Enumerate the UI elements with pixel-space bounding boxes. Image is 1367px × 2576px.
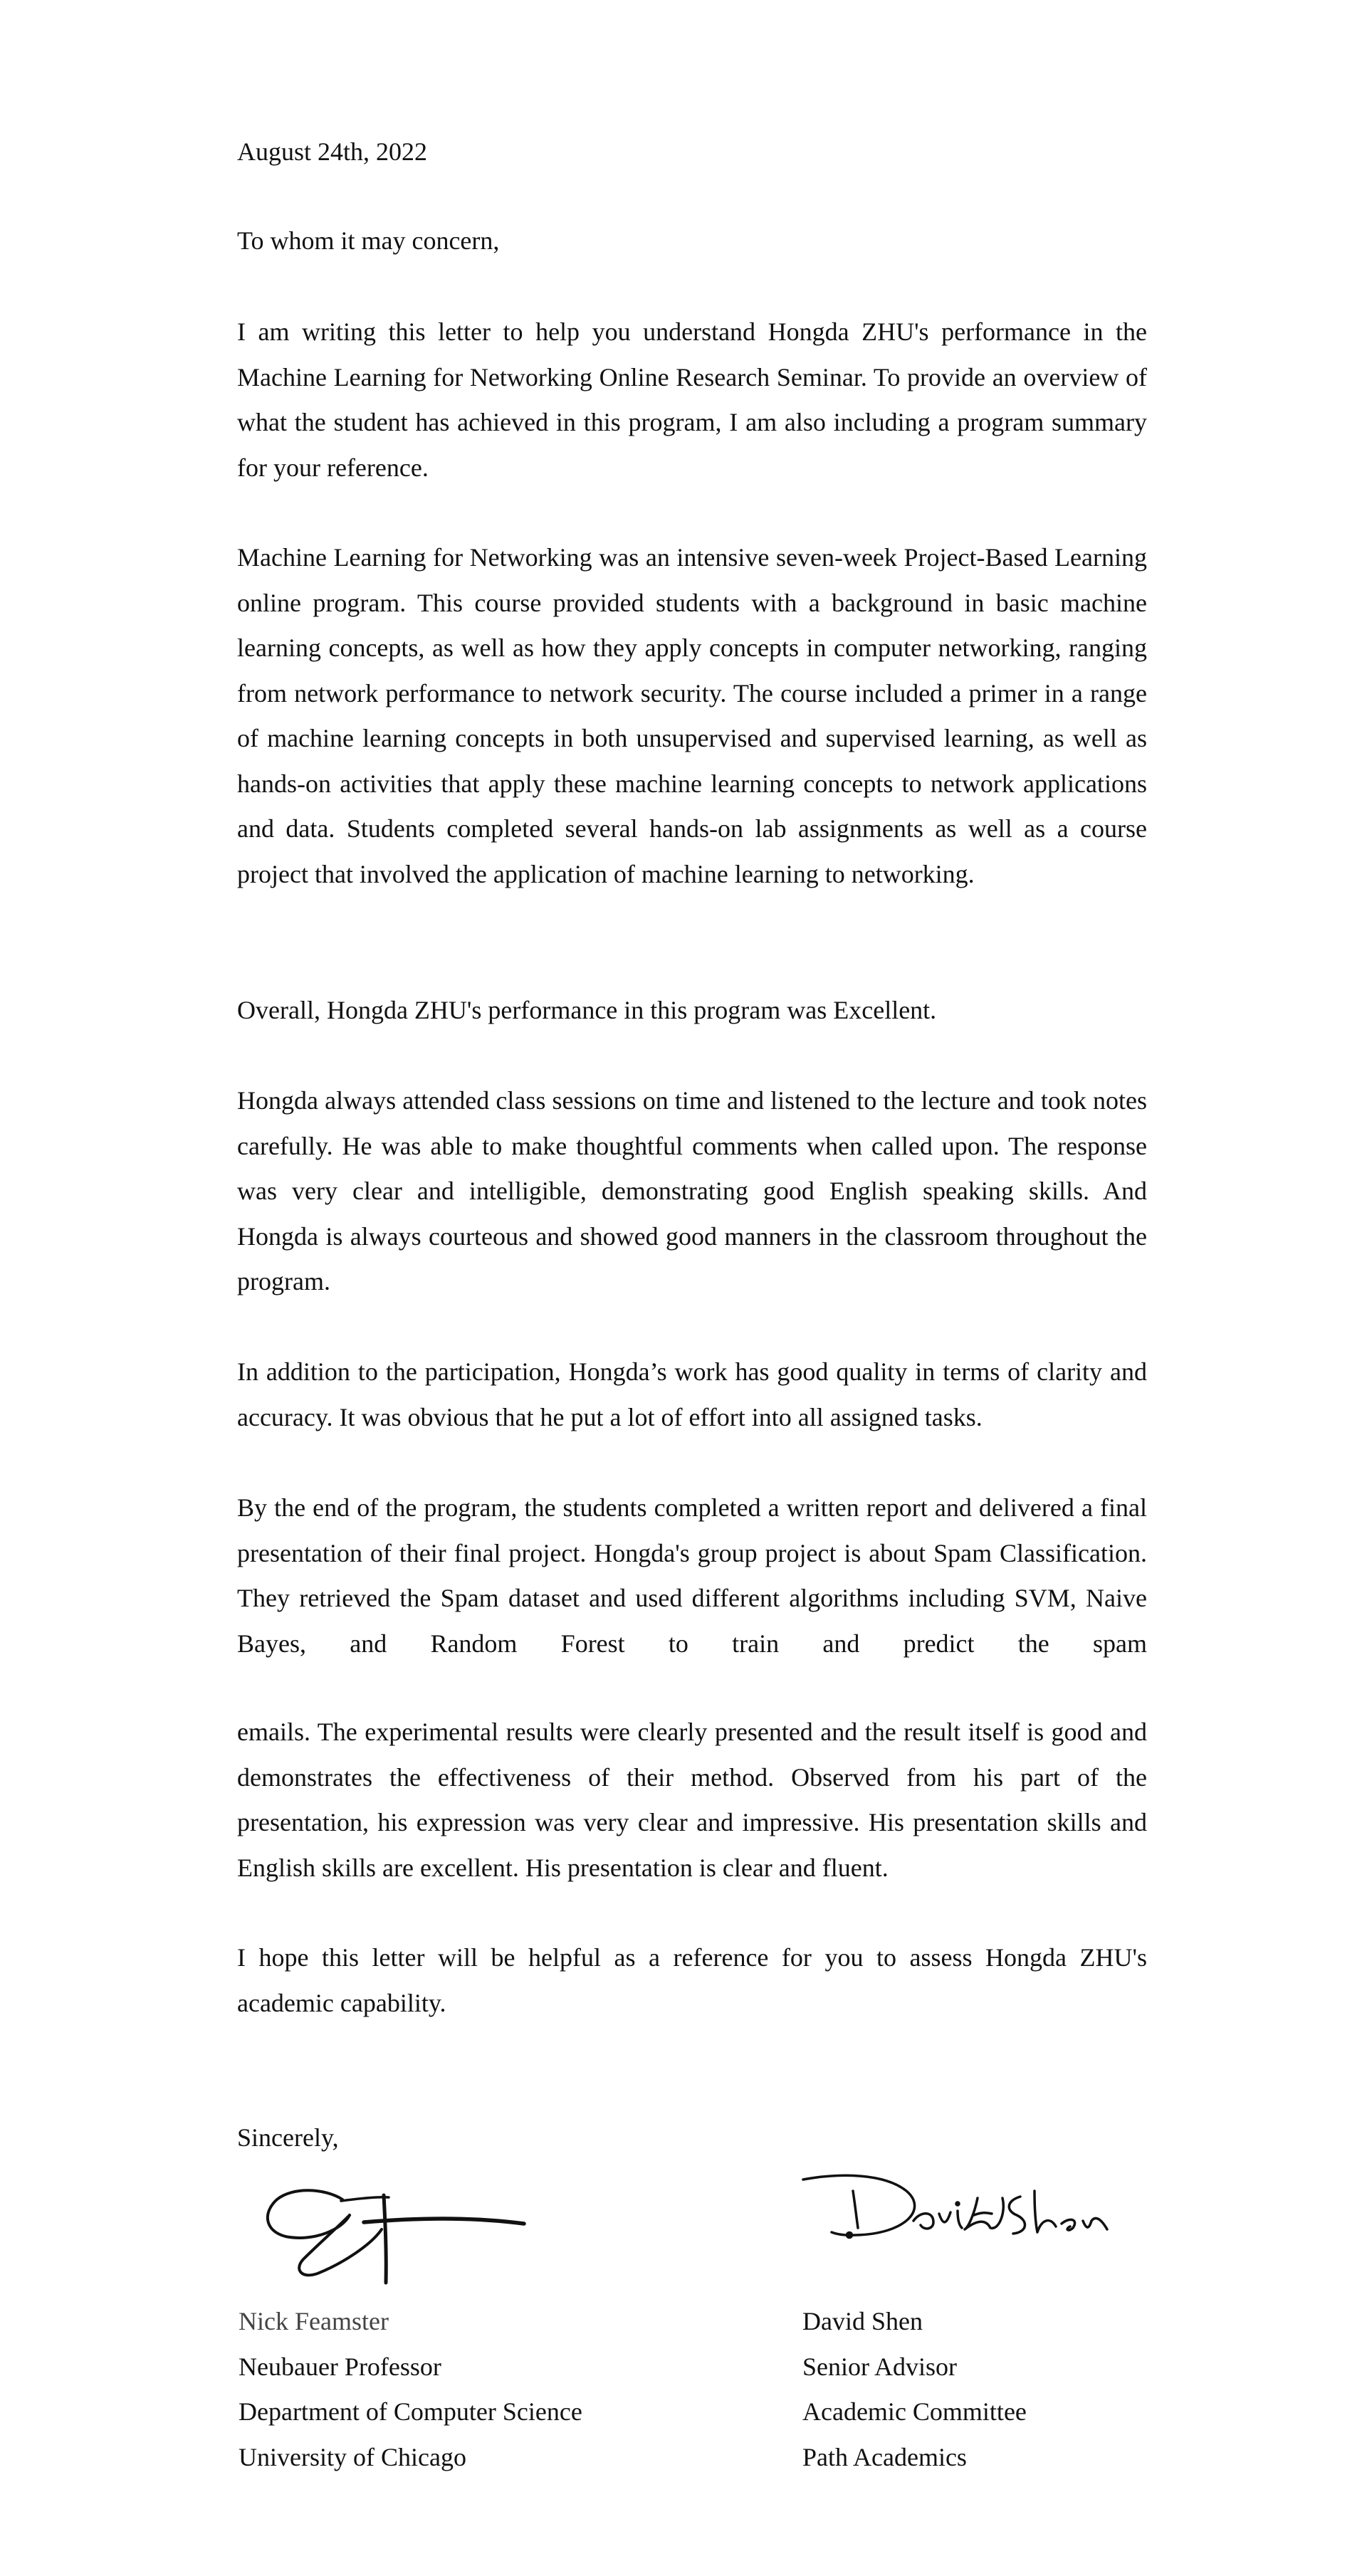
- paragraph-final-project-continued: emails. The experimental results were clearly presented and the result itself is good and demonstrates the effectiveness of their method. Observed from his part of the presentation, his expression was very clear and impressive. His presentation skills and English skills are excellent. His presentation is clear and fluent.: [237, 1718, 1147, 1882]
- signatory-title: Neubauer Professor: [239, 2352, 441, 2381]
- signatory-block-left: [239, 2299, 582, 2480]
- paragraph-work-quality: In addition to the participation, Hongda’s work has good quality in terms of clarity and accuracy. It was obvious that he put a lot of effort into all assigned tasks.: [237, 1357, 1147, 1431]
- paragraph-conclusion: I hope this letter will be helpful as a reference for you to assess Hongda ZHU's academic capability.: [237, 1943, 1147, 2017]
- signatory-block-right: [802, 2299, 1027, 2480]
- salutation: To whom it may concern,: [237, 226, 500, 255]
- signature-david-shen: [800, 2170, 1113, 2248]
- paragraph-program-summary: Machine Learning for Networking was an intensive seven-week Project-Based Learning online program. This course provided students with a background in basic machine learning concepts, as well as how they apply concepts in computer networking, ranging from network performance to network security. The course included a primer in a range of machine learning concepts in both unsupervised and supervised learning, as well as hands-on activities that apply these machine learning concepts to network applications and data. Students completed several hands-on lab assignments as well as a course project that involved the application of machine learning to networking.: [237, 543, 1147, 888]
- paragraph-participation: Hongda always attended class sessions on time and listened to the lecture and took notes carefully. He was able to make thoughtful comments when called upon. The response was very clear and intelligible, demonstrating good English speaking skills. And Hongda is always courteous and showed good manners in the classroom throughout the program.: [237, 1086, 1147, 1295]
- closing: Sincerely,: [237, 2123, 339, 2152]
- signature-nick-feamster: [257, 2180, 556, 2286]
- paragraph-final-project: By the end of the program, the students completed a written report and delivered a final presentation of their final project. Hongda's group project is about Spam Classification. They retrieved the Spam dataset and used different algorithms including SVM, Naive Bayes, and Random Forest to train and predict the spam: [237, 1493, 1147, 1658]
- signatory-name: David Shen: [802, 2307, 923, 2335]
- signatory-department: Department of Computer Science: [239, 2397, 582, 2426]
- signatory-department: Academic Committee: [802, 2397, 1027, 2426]
- signatory-title: Senior Advisor: [802, 2352, 958, 2381]
- signatory-organization: Path Academics: [802, 2442, 967, 2471]
- paragraph-overall-performance: Overall, Hongda ZHU's performance in this program was Excellent.: [237, 996, 937, 1024]
- signatory-name: Nick Feamster: [239, 2307, 389, 2335]
- paragraph-introduction: I am writing this letter to help you understand Hongda ZHU's performance in the Machine Learning for Networking Online Research Seminar. To provide an overview of what the student has achieved in this program, I am also including a program summary for your reference.: [237, 317, 1147, 482]
- signatory-organization: University of Chicago: [239, 2442, 466, 2471]
- letter-date: August 24th, 2022: [237, 137, 428, 166]
